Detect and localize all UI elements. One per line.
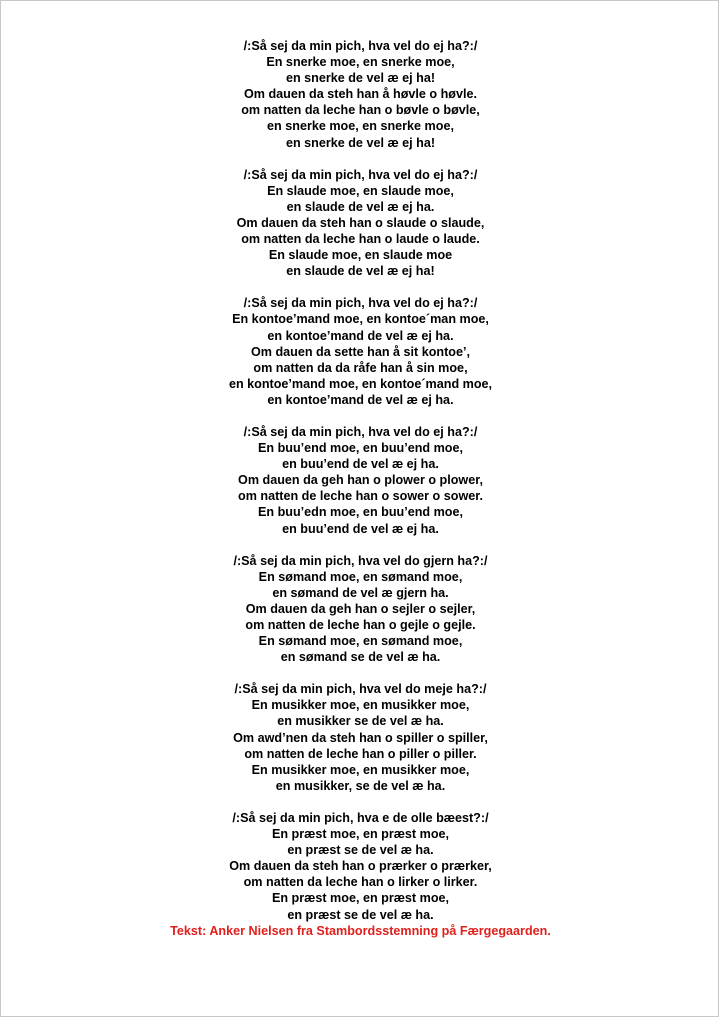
stanza-line: /:Så sej da min pich, hva e de olle bæest?:/ [232, 810, 489, 825]
stanza-line: En slaude moe, en slaude moe [268, 248, 453, 263]
stanza-line: en buu’end de vel æ ej ha. [282, 457, 439, 472]
stanza-line: En sømand moe, en sømand moe, [258, 634, 463, 649]
stanza-line: en sømand se de vel æ ha. [280, 650, 441, 665]
stanza-line: en præst se de vel æ ha. [287, 907, 434, 922]
stanza-line: /:Så sej da min pich, hva vel do meje ha?:/ [234, 682, 487, 697]
song-text [1, 38, 719, 939]
stanza-7 [1, 810, 719, 923]
stanza-line: /:Så sej da min pich, hva vel do ej ha?:/ [243, 39, 478, 53]
stanza-5 [1, 553, 719, 666]
stanza-line: /:Så sej da min pich, hva vel do ej ha?:/ [243, 167, 478, 182]
stanza-line: en slaude de vel æ ej ha! [286, 264, 435, 279]
stanza-6 [1, 681, 719, 794]
stanza-line: Om dauen da geh han o sejler o sejler, [245, 601, 476, 616]
stanza-line: En præst moe, en præst moe, [271, 827, 450, 842]
stanza-line: en præst se de vel æ ha. [287, 843, 434, 858]
stanza-line: en snerke de vel æ ej ha! [285, 135, 436, 150]
stanza-2 [1, 167, 719, 280]
stanza-line: En musikker moe, en musikker moe, [251, 762, 470, 777]
stanza-line: En snerke moe, en snerke moe, [266, 55, 455, 70]
stanza-line: om natten da leche han o bøvle o bøvle, [241, 103, 480, 118]
stanza-line: En slaude moe, en slaude moe, [267, 183, 454, 198]
stanza-line: /:Så sej da min pich, hva vel do gjern ha?:/ [233, 553, 488, 568]
stanza-line: Om dauen da steh han o slaude o slaude, [236, 215, 485, 230]
stanza-line: en sømand de vel æ gjern ha. [272, 585, 449, 600]
stanza-line: en musikker se de vel æ ha. [277, 714, 444, 729]
stanza-line: /:Så sej da min pich, hva vel do ej ha?:/ [243, 296, 478, 311]
stanza-line: en snerke moe, en snerke moe, [267, 119, 454, 134]
stanza-line: en slaude de vel æ ej ha. [286, 199, 435, 214]
stanza-line: Om dauen da sette han å sit kontoe’, [250, 344, 471, 359]
stanza-1 [1, 38, 719, 151]
stanza-line: en snerke de vel æ ej ha! [285, 71, 436, 86]
stanza-line: Om dauen da steh han å høvle o høvle. [243, 87, 478, 102]
stanza-line: om natten da da råfe han å sin moe, [253, 360, 468, 375]
stanza-line: Om dauen da steh han o prærker o prærker, [229, 859, 492, 874]
stanza-line: en kontoe’mand moe, en kontoe´mand moe, [228, 376, 493, 391]
stanza-line: om natten da leche han o laude o laude. [241, 232, 480, 247]
stanza-line: om natten da leche han o lirker o lirker. [243, 875, 478, 890]
stanza-line: En buu’end moe, en buu’end moe, [257, 441, 463, 456]
stanza-line: om natten de leche han o piller o piller. [244, 746, 477, 761]
stanza-line: En musikker moe, en musikker moe, [251, 698, 470, 713]
stanza-line: om natten de leche han o gejle o gejle. [245, 618, 476, 632]
stanza-line: en kontoe’mand de vel æ ej ha. [267, 328, 454, 343]
stanza-line: Om awd’nen da steh han o spiller o spiller, [233, 730, 488, 745]
stanza-line: En buu’edn moe, en buu’end moe, [257, 505, 463, 520]
stanza-3 [1, 295, 719, 408]
stanza-line: /:Så sej da min pich, hva vel do ej ha?:/ [243, 424, 478, 439]
stanza-line: Om dauen da geh han o plower o plower, [238, 473, 483, 488]
stanza-line: En sømand moe, en sømand moe, [258, 569, 463, 584]
stanza-line: en kontoe’mand de vel æ ej ha. [267, 392, 454, 407]
credit-line: Tekst: Anker Nielsen fra Stambordsstemning på Færgegaarden. [170, 923, 551, 938]
stanza-line: En kontoe’mand moe, en kontoe´man moe, [232, 312, 489, 327]
stanza-line: En præst moe, en præst moe, [271, 891, 450, 906]
stanza-4 [1, 424, 719, 537]
stanza-line: en buu’end de vel æ ej ha. [282, 521, 439, 536]
stanza-line: en musikker, se de vel æ ha. [275, 778, 446, 793]
stanza-list [1, 38, 719, 923]
stanza-line: om natten de leche han o sower o sower. [238, 489, 483, 504]
